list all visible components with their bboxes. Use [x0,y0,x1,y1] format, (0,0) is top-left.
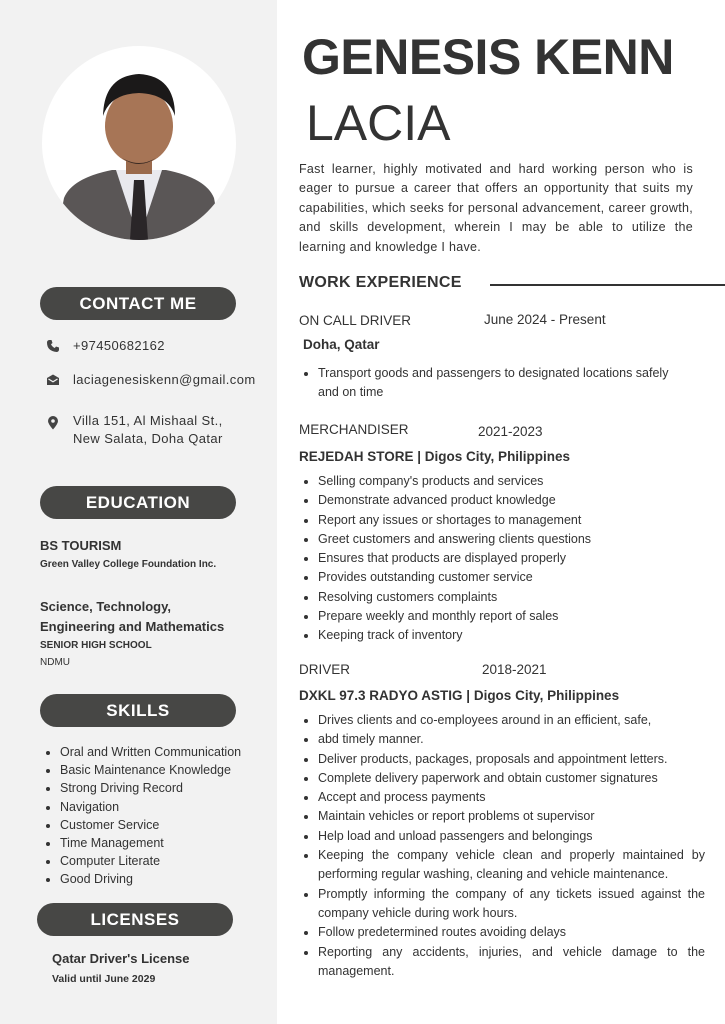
profile-summary: Fast learner, highly motivated and hard working person who is eager to pursue a career that offers an opportunity that suits my capabilities, which seeks for personal advancement, career growth, and skills development, wherein I may be able to utilize the learning and knowledge I have. [299,162,693,254]
job-bullet: • Greet customers and answering clients questions [318,530,705,549]
job-title: MERCHANDISER [299,422,409,437]
job-bullet: • Accept and process payments [318,788,705,807]
skill-item: • Time Management [60,834,241,852]
education-strand-line-2: Engineering and Mathematics [40,619,225,634]
education-college: Green Valley College Foundation Inc. [40,559,217,570]
job-company: DXKL 97.3 RADYO ASTIG | Digos City, Philippines [299,688,620,703]
job-bullet: • Complete delivery paperwork and obtain customer signatures [318,769,705,788]
education-degree: BS TOURISM [40,538,122,553]
job-bullet: • Prepare weekly and monthly report of sales [318,607,705,626]
location-pin-icon [46,416,60,430]
skill-item: • Navigation [60,798,241,816]
skill-item: • Customer Service [60,816,241,834]
job-bullet: • Provides outstanding customer service [318,568,705,587]
job-bullet: • Keeping the company vehicle clean and properly maintained by performing regular washing, cleaning and vehicle maintenance. [318,846,705,885]
education-school: NDMU [40,657,70,668]
job-bullet: • Demonstrate advanced product knowledge [318,491,705,510]
education-level: SENIOR HIGH SCHOOL [40,640,152,651]
first-name: GENESIS KENN [302,29,674,85]
skills-list [42,743,241,889]
job-dates: June 2024 - Present [484,312,606,327]
job-bullet: • Maintain vehicles or report problems ot supervisor [318,807,705,826]
job-bullet: • Promptly informing the company of any tickets issued against the company vehicle during work hours. [318,885,705,924]
contact-address-row [46,412,223,448]
job-bullet: • Reporting any accidents, injuries, and vehicle damage to the management. [318,943,705,982]
job-title: ON CALL DRIVER [299,313,412,328]
job-bullet: • abd timely manner. [318,730,705,749]
job-bullet: • Help load and unload passengers and belongings [318,827,705,846]
job-bullets [300,472,705,646]
license-validity: Valid until June 2029 [52,973,156,985]
contact-email-row [46,372,256,387]
license-name: Qatar Driver's License [52,951,190,966]
skills-heading: SKILLS [40,694,236,727]
job-company: REJEDAH STORE | Digos City, Philippines [299,449,571,464]
contact-phone: +97450682162 [73,338,165,353]
job-bullets [300,711,705,981]
job-dates: 2021-2023 [478,424,543,439]
education-strand-line-1: Science, Technology, [40,599,171,614]
licenses-heading: LICENSES [37,903,233,936]
sidebar [0,0,277,1024]
job-bullet: • Transport goods and passengers to designated locations safely and on time [318,364,678,403]
job-bullet: • Ensures that products are displayed properly [318,549,705,568]
job-bullet: • Report any issues or shortages to management [318,511,705,530]
skill-item: • Computer Literate [60,852,241,870]
profile-photo [42,46,236,240]
skill-item: • Good Driving [60,870,241,888]
contact-email[interactable]: laciagenesiskenn@gmail.com [73,372,256,387]
contact-phone-row [46,338,165,353]
address-line-1: Villa 151, Al Mishaal St., [73,413,223,428]
work-experience-heading: WORK EXPERIENCE [299,274,462,291]
job-title: DRIVER [299,662,351,677]
job-company: Doha, Qatar [303,337,380,352]
job-bullet: • Resolving customers complaints [318,588,705,607]
section-divider [490,284,725,286]
job-dates: 2018-2021 [482,662,547,677]
skill-item: • Strong Driving Record [60,779,241,797]
job-bullet: • Deliver products, packages, proposals and appointment letters. [318,750,705,769]
phone-icon [46,339,60,353]
job-bullet: • Follow predetermined routes avoiding delays [318,923,705,942]
envelope-icon [46,373,60,387]
address-line-2: New Salata, Doha Qatar [73,431,223,446]
last-name: LACIA [306,95,451,151]
contact-heading: CONTACT ME [40,287,236,320]
job-bullets [300,364,678,403]
skill-item: • Basic Maintenance Knowledge [60,761,241,779]
contact-address [73,412,223,448]
skill-item: • Oral and Written Communication [60,743,241,761]
job-bullet: • Selling company's products and services [318,472,705,491]
job-bullet: • Drives clients and co-employees around in an efficient, safe, [318,711,705,730]
job-bullet: • Keeping track of inventory [318,626,705,645]
education-heading: EDUCATION [40,486,236,519]
